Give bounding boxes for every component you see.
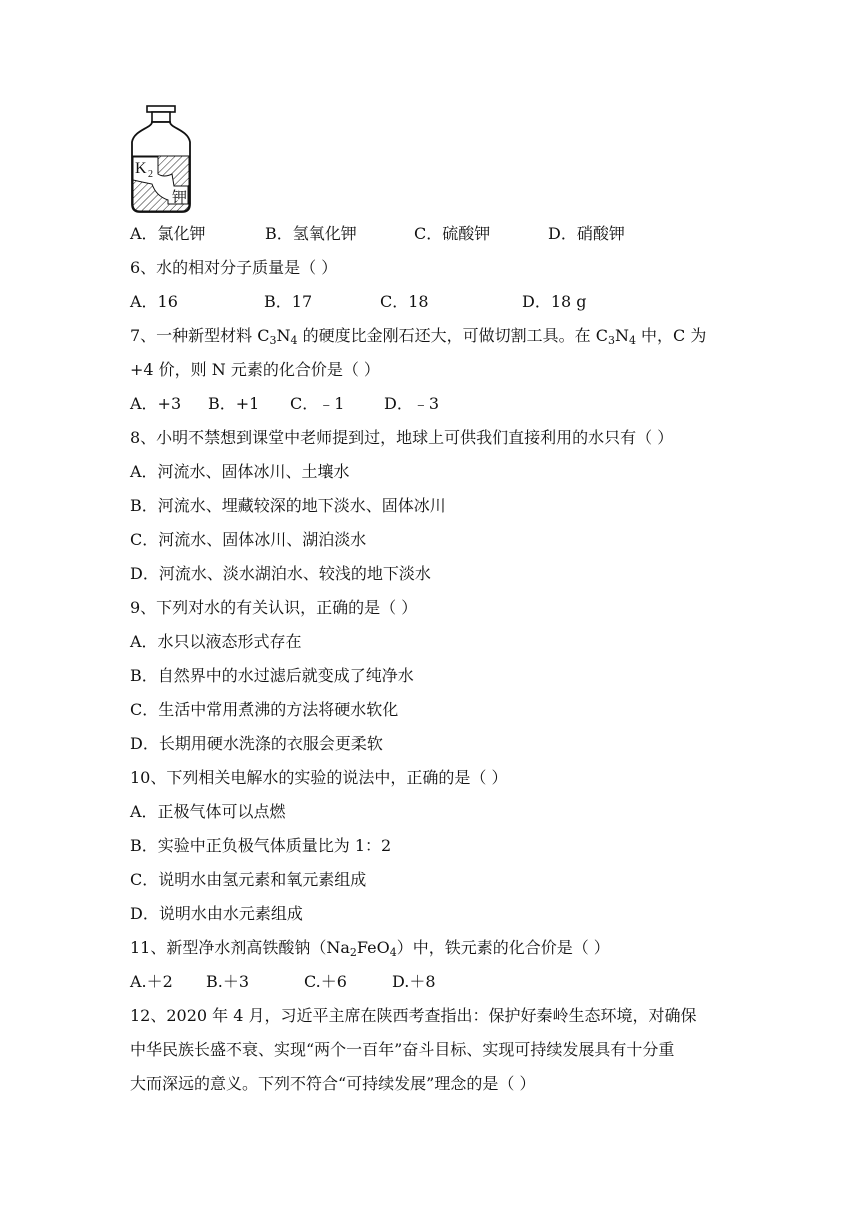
q12-stem-line2: 中华民族长盛不衰、实现“两个一百年”奋斗目标、实现可持续发展具有十分重 [130, 1040, 675, 1059]
q11-option-c: C.＋6 [304, 972, 347, 991]
q10-option-d: D．说明水由水元素组成 [130, 904, 303, 923]
q8-option-b: B．河流水、埋藏较深的地下淡水、固体冰川 [130, 496, 446, 515]
q10-option-b: B．实验中正负极气体质量比为 1：2 [130, 836, 392, 855]
q10-option-c: C．说明水由氢元素和氧元素组成 [130, 870, 367, 889]
q6-option-b: B．17 [264, 292, 313, 311]
q7-option-b: B．+1 [208, 394, 260, 413]
stopper-top [147, 106, 175, 112]
q5-option-b: B．氢氧化钾 [265, 224, 357, 243]
q11-stem [130, 938, 740, 958]
q10-stem: 10、下列相关电解水的实验的说法中，正确的是（ ） [130, 768, 508, 787]
q11-text: 11、新型净水剂高铁酸钠（Na [130, 938, 350, 957]
q12-stem-line1: 12、2020 年 4 月，习近平主席在陕西考查指出：保护好秦岭生态环境，对确保 [130, 1006, 697, 1025]
q7-stem-line1 [130, 326, 740, 346]
q9-option-c: C．生活中常用煮沸的方法将硬水软化 [130, 700, 399, 719]
q5-option-d: D．硝酸钾 [548, 224, 625, 243]
q11-text: FeO [356, 938, 390, 957]
q7-subscript: 4 [628, 334, 636, 347]
q5-options [130, 224, 740, 244]
q7-text: 的硬度比金刚石还大，可做切割工具。在 C [297, 326, 608, 345]
q11-subscript: 4 [389, 946, 397, 959]
q11-option-b: B.＋3 [206, 972, 250, 991]
q8-option-c: C．河流水、固体冰川、湖泊淡水 [130, 530, 367, 549]
q9-option-b: B．自然界中的水过滤后就变成了纯净水 [130, 666, 414, 685]
q6-option-a: A．16 [130, 292, 178, 311]
q7-option-c: C．﹣1 [290, 394, 345, 413]
q7-subscript: 4 [290, 334, 298, 347]
q11-option-d: D.＋8 [392, 972, 436, 991]
q11-text: ）中，铁元素的化合价是（ ） [396, 938, 610, 957]
q7-text: N [614, 326, 629, 345]
q8-stem: 8、小明不禁想到课堂中老师提到过，地球上可供我们直接利用的水只有（ ） [130, 428, 674, 447]
label-k-subscript: 2 [148, 169, 153, 180]
q7-text: N [276, 326, 291, 345]
q6-option-d: D．18 g [522, 292, 587, 311]
q5-option-c: C．硫酸钾 [414, 224, 491, 243]
reagent-bottle-figure [128, 104, 194, 216]
label-k: K [135, 160, 147, 177]
q12-stem-line3: 大而深远的意义。下列不符合“可持续发展”理念的是（ ） [130, 1074, 536, 1093]
q8-option-a: A．河流水、固体冰川、土壤水 [130, 462, 350, 481]
q6-options [130, 292, 740, 312]
q11-option-a: A.＋2 [130, 972, 173, 991]
q7-options [130, 394, 740, 414]
q7-text: 中，C 为 [635, 326, 707, 345]
q10-option-a: A．正极气体可以点燃 [130, 802, 286, 821]
q7-option-a: A．+3 [130, 394, 182, 413]
q8-option-d: D．河流水、淡水湖泊水、较浅的地下淡水 [130, 564, 431, 583]
q11-options [130, 972, 740, 992]
q7-option-d: D．﹣3 [384, 394, 440, 413]
q11-subscript: 2 [349, 946, 357, 959]
q7-stem-line2: +4 价，则 N 元素的化合价是（ ） [130, 360, 380, 379]
q7-subscript: 3 [269, 334, 277, 347]
q6-option-c: C．18 [380, 292, 429, 311]
label-potassium: 钾 [172, 188, 188, 206]
q5-option-a: A．氯化钾 [130, 224, 206, 243]
q9-stem: 9、下列对水的有关认识，正确的是（ ） [130, 598, 418, 617]
q7-text: 7、一种新型材料 C [130, 326, 270, 345]
stopper-neck [152, 112, 170, 122]
q7-subscript: 3 [607, 334, 615, 347]
q6-stem: 6、水的相对分子质量是（ ） [130, 258, 338, 277]
q9-option-d: D．长期用硬水洗涤的衣服会更柔软 [130, 734, 383, 753]
q9-option-a: A．水只以液态形式存在 [130, 632, 302, 651]
